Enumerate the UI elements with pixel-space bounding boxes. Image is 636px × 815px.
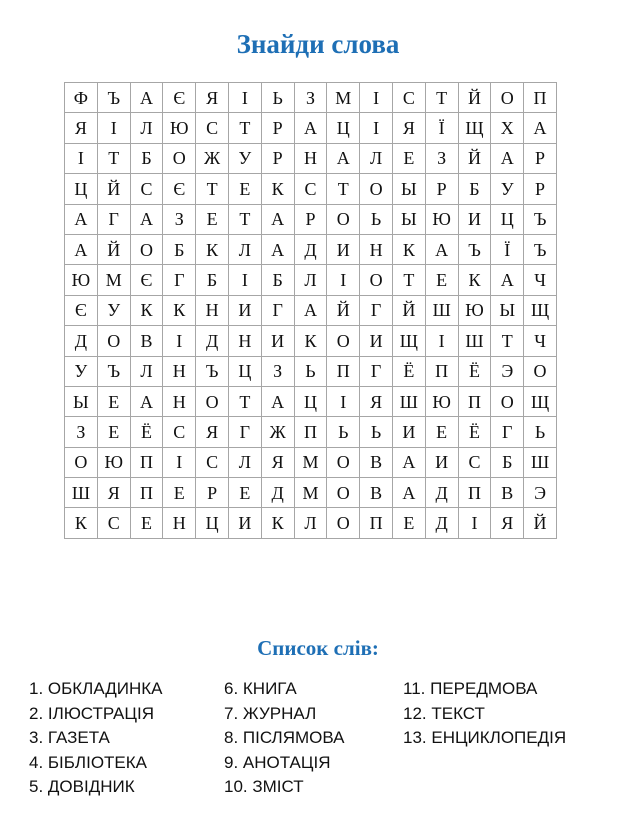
grid-cell[interactable]: Я: [196, 83, 229, 113]
word-list-column-1: [29, 678, 163, 801]
grid-cell[interactable]: Р: [261, 113, 294, 143]
grid-cell[interactable]: О: [130, 234, 163, 264]
grid-cell[interactable]: З: [163, 204, 196, 234]
grid-cell[interactable]: І: [327, 386, 360, 416]
grid-cell[interactable]: М: [294, 478, 327, 508]
grid-cell[interactable]: Й: [524, 508, 557, 538]
grid-cell[interactable]: Л: [360, 143, 393, 173]
grid-cell[interactable]: Є: [163, 83, 196, 113]
word-list-column-3: [403, 678, 566, 752]
grid-cell[interactable]: А: [524, 113, 557, 143]
grid-cell[interactable]: К: [261, 174, 294, 204]
grid-cell[interactable]: К: [261, 508, 294, 538]
grid-cell[interactable]: Й: [392, 295, 425, 325]
grid-cell[interactable]: Ж: [261, 417, 294, 447]
grid-cell[interactable]: І: [360, 113, 393, 143]
grid-cell[interactable]: Я: [261, 447, 294, 477]
grid-cell[interactable]: Я: [97, 478, 130, 508]
grid-cell[interactable]: А: [392, 447, 425, 477]
grid-cell[interactable]: Ю: [163, 113, 196, 143]
grid-cell[interactable]: С: [392, 83, 425, 113]
grid-cell[interactable]: Ц: [196, 508, 229, 538]
grid-cell[interactable]: Ш: [392, 386, 425, 416]
grid-cell[interactable]: А: [294, 295, 327, 325]
grid-cell[interactable]: Н: [163, 386, 196, 416]
grid-cell[interactable]: Ф: [65, 83, 98, 113]
grid-cell[interactable]: Б: [491, 447, 524, 477]
grid-cell[interactable]: Ь: [294, 356, 327, 386]
grid-cell[interactable]: Н: [196, 295, 229, 325]
grid-cell[interactable]: Ы: [392, 174, 425, 204]
grid-cell[interactable]: Й: [97, 174, 130, 204]
grid-cell[interactable]: Ё: [458, 356, 491, 386]
grid-cell[interactable]: Е: [196, 204, 229, 234]
grid-cell[interactable]: Ж: [196, 143, 229, 173]
grid-cell[interactable]: К: [130, 295, 163, 325]
grid-cell[interactable]: А: [425, 234, 458, 264]
grid-cell[interactable]: Е: [97, 386, 130, 416]
grid-cell[interactable]: Т: [228, 386, 261, 416]
grid-cell[interactable]: К: [458, 265, 491, 295]
grid-cell[interactable]: У: [97, 295, 130, 325]
grid-cell[interactable]: О: [327, 478, 360, 508]
grid-cell[interactable]: Т: [228, 113, 261, 143]
word-list-title: Список слів:: [257, 636, 379, 661]
grid-cell[interactable]: И: [392, 417, 425, 447]
grid-cell[interactable]: Л: [228, 447, 261, 477]
grid-cell[interactable]: Щ: [458, 113, 491, 143]
grid-cell[interactable]: Л: [130, 356, 163, 386]
grid-cell[interactable]: А: [261, 234, 294, 264]
grid-cell[interactable]: Т: [97, 143, 130, 173]
grid-cell[interactable]: Ш: [425, 295, 458, 325]
grid-cell[interactable]: Г: [97, 204, 130, 234]
grid-cell[interactable]: Ъ: [97, 356, 130, 386]
grid-cell[interactable]: Ё: [392, 356, 425, 386]
grid-cell[interactable]: С: [458, 447, 491, 477]
grid-cell[interactable]: Ё: [458, 417, 491, 447]
grid-cell[interactable]: Ы: [491, 295, 524, 325]
grid-cell[interactable]: Э: [524, 478, 557, 508]
grid-cell[interactable]: Ч: [524, 326, 557, 356]
grid-cell[interactable]: Ю: [458, 295, 491, 325]
grid-cell[interactable]: И: [360, 326, 393, 356]
grid-cell[interactable]: Г: [360, 295, 393, 325]
grid-cell[interactable]: Е: [97, 417, 130, 447]
grid-cell[interactable]: І: [163, 326, 196, 356]
grid-cell[interactable]: І: [458, 508, 491, 538]
grid-cell[interactable]: С: [130, 174, 163, 204]
grid-cell[interactable]: В: [130, 326, 163, 356]
word-list-item: 1. ОБКЛАДИНКА: [29, 679, 163, 698]
grid-cell[interactable]: Ъ: [97, 83, 130, 113]
grid-row: [65, 447, 557, 477]
grid-row: [65, 204, 557, 234]
grid-cell[interactable]: Н: [294, 143, 327, 173]
grid-cell[interactable]: А: [392, 478, 425, 508]
grid-cell[interactable]: Я: [360, 386, 393, 416]
grid-cell[interactable]: Я: [65, 113, 98, 143]
grid-cell[interactable]: Й: [327, 295, 360, 325]
grid-cell[interactable]: О: [360, 174, 393, 204]
grid-cell[interactable]: П: [360, 508, 393, 538]
grid-cell[interactable]: И: [425, 447, 458, 477]
grid-cell[interactable]: І: [163, 447, 196, 477]
grid-row: [65, 234, 557, 264]
grid-cell[interactable]: Е: [163, 478, 196, 508]
grid-cell[interactable]: Г: [163, 265, 196, 295]
grid-cell[interactable]: Ц: [65, 174, 98, 204]
grid-cell[interactable]: О: [97, 326, 130, 356]
grid-cell[interactable]: П: [524, 83, 557, 113]
grid-cell[interactable]: Ь: [327, 417, 360, 447]
grid-cell[interactable]: Т: [228, 204, 261, 234]
grid-cell[interactable]: Ь: [360, 204, 393, 234]
grid-cell[interactable]: С: [196, 113, 229, 143]
grid-cell[interactable]: Д: [196, 326, 229, 356]
grid-cell[interactable]: Н: [163, 508, 196, 538]
grid-cell[interactable]: И: [261, 326, 294, 356]
grid-cell[interactable]: З: [294, 83, 327, 113]
grid-cell[interactable]: И: [228, 508, 261, 538]
grid-cell[interactable]: Е: [228, 174, 261, 204]
grid-cell[interactable]: Ш: [524, 447, 557, 477]
grid-cell[interactable]: А: [130, 386, 163, 416]
grid-cell[interactable]: У: [228, 143, 261, 173]
grid-row: [65, 295, 557, 325]
grid-cell[interactable]: Ы: [65, 386, 98, 416]
grid-cell[interactable]: Е: [392, 508, 425, 538]
grid-cell[interactable]: Т: [491, 326, 524, 356]
grid-cell[interactable]: Т: [327, 174, 360, 204]
grid-cell[interactable]: А: [261, 204, 294, 234]
grid-cell[interactable]: Ъ: [196, 356, 229, 386]
page-title: Знайди слова: [236, 29, 400, 60]
grid-cell[interactable]: Г: [261, 295, 294, 325]
grid-cell[interactable]: К: [65, 508, 98, 538]
grid-cell[interactable]: Д: [65, 326, 98, 356]
grid-cell[interactable]: П: [425, 356, 458, 386]
grid-cell[interactable]: О: [196, 386, 229, 416]
grid-row: [65, 174, 557, 204]
grid-cell[interactable]: Й: [458, 83, 491, 113]
grid-cell[interactable]: О: [524, 356, 557, 386]
grid-cell[interactable]: Й: [458, 143, 491, 173]
grid-cell[interactable]: С: [294, 174, 327, 204]
grid-row: [65, 143, 557, 173]
grid-cell[interactable]: Р: [294, 204, 327, 234]
grid-cell[interactable]: Б: [458, 174, 491, 204]
grid-cell[interactable]: Б: [163, 234, 196, 264]
grid-cell[interactable]: М: [97, 265, 130, 295]
grid-cell[interactable]: Г: [360, 356, 393, 386]
grid-cell[interactable]: Я: [491, 508, 524, 538]
grid-cell[interactable]: А: [294, 113, 327, 143]
grid-cell[interactable]: І: [425, 326, 458, 356]
grid-cell[interactable]: Р: [524, 143, 557, 173]
grid-cell[interactable]: К: [196, 234, 229, 264]
grid-cell[interactable]: Ю: [65, 265, 98, 295]
word-list-column-2: [224, 678, 345, 801]
grid-cell[interactable]: Ъ: [524, 234, 557, 264]
grid-cell[interactable]: С: [97, 508, 130, 538]
grid-cell[interactable]: Е: [130, 508, 163, 538]
grid-cell[interactable]: Б: [130, 143, 163, 173]
grid-cell[interactable]: О: [491, 83, 524, 113]
grid-row: [65, 265, 557, 295]
grid-cell[interactable]: Я: [392, 113, 425, 143]
word-list-item: 7. ЖУРНАЛ: [224, 703, 317, 723]
grid-cell[interactable]: С: [196, 447, 229, 477]
grid-cell[interactable]: В: [491, 478, 524, 508]
grid-cell[interactable]: О: [327, 326, 360, 356]
grid-cell[interactable]: И: [228, 295, 261, 325]
grid-cell[interactable]: Ъ: [524, 204, 557, 234]
grid-cell[interactable]: И: [327, 234, 360, 264]
word-list-item: 2. ІЛЮСТРАЦІЯ: [29, 703, 154, 723]
grid-cell[interactable]: А: [327, 143, 360, 173]
word-list-item: 13. ЕНЦИКЛОПЕДІЯ: [403, 728, 567, 747]
grid-cell[interactable]: А: [491, 265, 524, 295]
grid-cell[interactable]: Я: [196, 417, 229, 447]
grid-cell[interactable]: О: [327, 508, 360, 538]
grid-cell[interactable]: І: [65, 143, 98, 173]
grid-cell[interactable]: Д: [261, 478, 294, 508]
word-list-item: 4. БІБЛІОТЕКА: [29, 752, 148, 772]
grid-cell[interactable]: Ц: [294, 386, 327, 416]
grid-cell[interactable]: З: [65, 417, 98, 447]
grid-cell[interactable]: Щ: [524, 295, 557, 325]
grid-cell[interactable]: Э: [491, 356, 524, 386]
grid-cell[interactable]: Д: [425, 478, 458, 508]
grid-cell[interactable]: Е: [228, 478, 261, 508]
grid-cell[interactable]: Ё: [130, 417, 163, 447]
grid-row: [65, 113, 557, 143]
grid-cell[interactable]: М: [327, 83, 360, 113]
grid-row: [65, 508, 557, 538]
grid-cell[interactable]: Л: [130, 113, 163, 143]
word-list-item: 10. ЗМІСТ: [224, 777, 304, 796]
grid-row: [65, 326, 557, 356]
grid-cell[interactable]: У: [491, 174, 524, 204]
grid-cell[interactable]: В: [360, 478, 393, 508]
grid-cell[interactable]: Ю: [97, 447, 130, 477]
grid-cell[interactable]: Е: [425, 417, 458, 447]
word-list-item: 12. ТЕКСТ: [403, 703, 485, 723]
grid-cell[interactable]: Т: [196, 174, 229, 204]
grid-cell[interactable]: И: [458, 204, 491, 234]
grid-cell[interactable]: Є: [65, 295, 98, 325]
grid-cell[interactable]: Б: [196, 265, 229, 295]
word-list-item: 5. ДОВІДНИК: [29, 777, 135, 796]
grid-cell[interactable]: З: [261, 356, 294, 386]
grid-cell[interactable]: І: [97, 113, 130, 143]
grid-cell[interactable]: Ц: [327, 113, 360, 143]
grid-cell[interactable]: Р: [524, 174, 557, 204]
grid-cell[interactable]: А: [65, 234, 98, 264]
grid-cell[interactable]: Ь: [360, 417, 393, 447]
grid-cell[interactable]: Р: [425, 174, 458, 204]
word-list-item: 11. ПЕРЕДМОВА: [403, 679, 538, 698]
grid-cell[interactable]: Й: [97, 234, 130, 264]
grid-cell[interactable]: Л: [294, 508, 327, 538]
grid-cell[interactable]: О: [327, 204, 360, 234]
grid-cell[interactable]: Т: [392, 265, 425, 295]
grid-cell[interactable]: А: [491, 143, 524, 173]
grid-cell[interactable]: С: [163, 417, 196, 447]
grid-cell[interactable]: О: [65, 447, 98, 477]
grid-cell[interactable]: Є: [130, 265, 163, 295]
grid-cell[interactable]: К: [294, 326, 327, 356]
grid-cell[interactable]: І: [228, 83, 261, 113]
grid-cell[interactable]: З: [425, 143, 458, 173]
grid-cell[interactable]: Щ: [392, 326, 425, 356]
grid-cell[interactable]: Н: [228, 326, 261, 356]
grid-cell[interactable]: К: [392, 234, 425, 264]
grid-cell[interactable]: П: [130, 447, 163, 477]
grid-cell[interactable]: О: [491, 386, 524, 416]
grid-cell[interactable]: О: [163, 143, 196, 173]
word-list-item: 9. АНОТАЦІЯ: [224, 752, 331, 772]
grid-cell[interactable]: Г: [491, 417, 524, 447]
grid-cell[interactable]: Ц: [228, 356, 261, 386]
grid-cell[interactable]: Ї: [425, 113, 458, 143]
grid-cell[interactable]: П: [294, 417, 327, 447]
grid-cell[interactable]: Ю: [425, 204, 458, 234]
grid-cell[interactable]: А: [261, 386, 294, 416]
grid-cell[interactable]: Х: [491, 113, 524, 143]
grid-cell[interactable]: А: [130, 204, 163, 234]
grid-cell[interactable]: Ь: [261, 83, 294, 113]
grid-cell[interactable]: Е: [425, 265, 458, 295]
word-list-item: 8. ПІСЛЯМОВА: [224, 728, 345, 747]
grid-cell[interactable]: Л: [228, 234, 261, 264]
grid-cell[interactable]: П: [458, 478, 491, 508]
grid-cell[interactable]: Ы: [392, 204, 425, 234]
grid-row: [65, 83, 557, 113]
grid-cell[interactable]: М: [294, 447, 327, 477]
grid-cell[interactable]: О: [327, 447, 360, 477]
grid-cell[interactable]: Щ: [524, 386, 557, 416]
grid-cell[interactable]: Ю: [425, 386, 458, 416]
grid-cell[interactable]: Р: [196, 478, 229, 508]
grid-cell[interactable]: Ь: [524, 417, 557, 447]
grid-cell[interactable]: В: [360, 447, 393, 477]
grid-cell[interactable]: Н: [360, 234, 393, 264]
grid-row: [65, 386, 557, 416]
grid-cell[interactable]: Г: [228, 417, 261, 447]
grid-cell[interactable]: Ш: [458, 326, 491, 356]
grid-cell[interactable]: Є: [163, 174, 196, 204]
grid-cell[interactable]: Н: [163, 356, 196, 386]
grid-cell[interactable]: І: [327, 265, 360, 295]
grid-cell[interactable]: Ц: [491, 204, 524, 234]
grid-cell[interactable]: О: [360, 265, 393, 295]
grid-cell[interactable]: У: [65, 356, 98, 386]
grid-row: [65, 356, 557, 386]
grid-cell[interactable]: Р: [261, 143, 294, 173]
word-list-item: 3. ГАЗЕТА: [29, 728, 110, 747]
word-list-item: 6. КНИГА: [224, 679, 297, 698]
grid-cell[interactable]: П: [130, 478, 163, 508]
grid-cell[interactable]: Т: [425, 83, 458, 113]
grid-cell[interactable]: Д: [294, 234, 327, 264]
grid-cell[interactable]: Ъ: [458, 234, 491, 264]
grid-cell[interactable]: А: [130, 83, 163, 113]
grid-cell[interactable]: Д: [425, 508, 458, 538]
grid-cell[interactable]: Л: [294, 265, 327, 295]
grid-cell[interactable]: Ч: [524, 265, 557, 295]
grid-cell[interactable]: Б: [261, 265, 294, 295]
word-search-grid: [64, 82, 557, 539]
grid-row: [65, 478, 557, 508]
grid-row: [65, 417, 557, 447]
grid-cell[interactable]: Ш: [65, 478, 98, 508]
grid-cell[interactable]: А: [65, 204, 98, 234]
grid-cell[interactable]: Ї: [491, 234, 524, 264]
grid-cell[interactable]: І: [228, 265, 261, 295]
grid-cell[interactable]: П: [327, 356, 360, 386]
grid-cell[interactable]: І: [360, 83, 393, 113]
grid-cell[interactable]: К: [163, 295, 196, 325]
grid-cell[interactable]: Е: [392, 143, 425, 173]
grid-cell[interactable]: П: [458, 386, 491, 416]
